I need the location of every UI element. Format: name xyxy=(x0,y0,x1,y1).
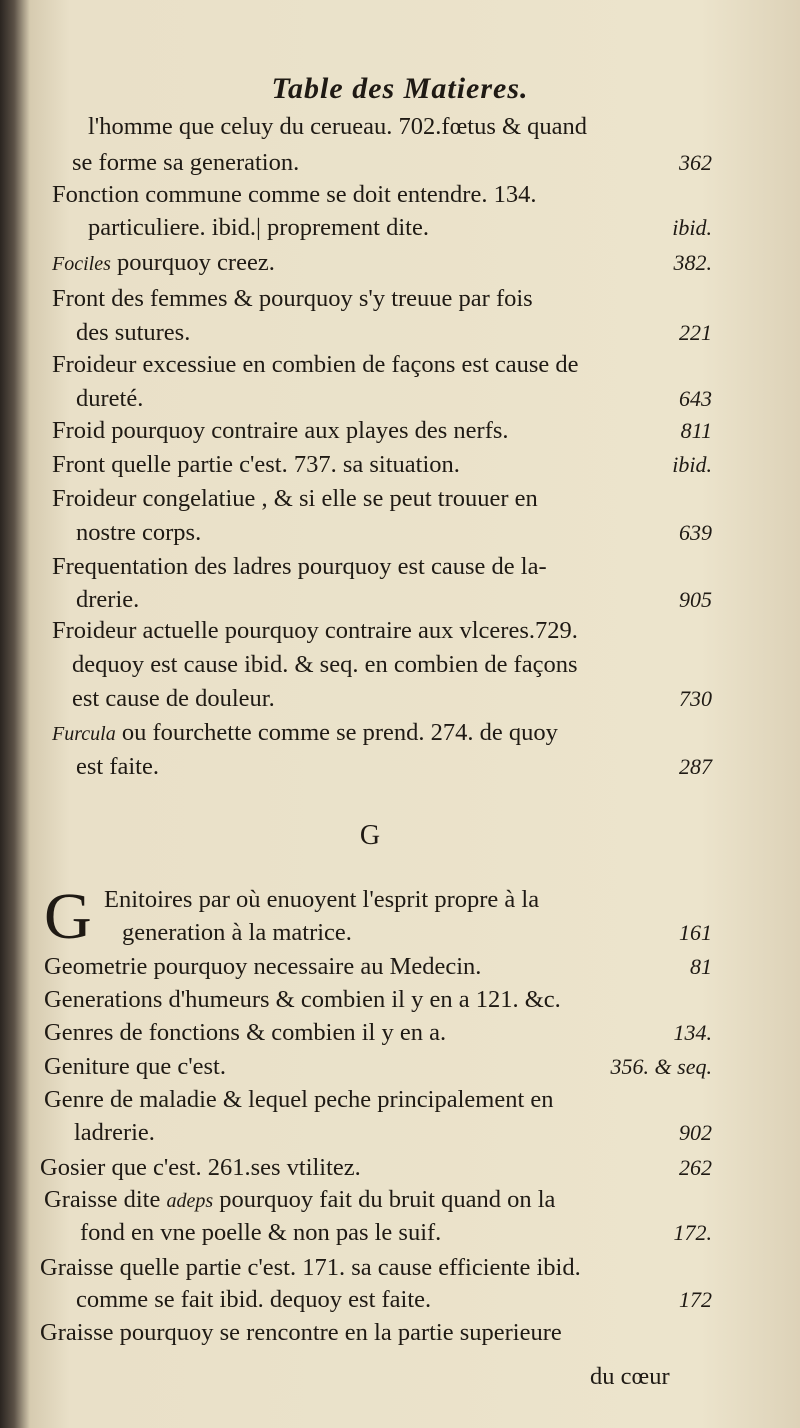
index-line xyxy=(74,1118,155,1148)
line-text: drerie. xyxy=(76,586,140,613)
index-line xyxy=(76,518,201,548)
index-line xyxy=(80,1218,441,1248)
line-text: est cause de douleur. xyxy=(72,685,275,712)
index-line xyxy=(72,684,275,714)
line-text: Geometrie pourquoy necessaire au Medecin. xyxy=(44,953,482,980)
page-number: 287 xyxy=(679,754,712,779)
index-line xyxy=(44,1018,446,1048)
line-text: ladrerie. xyxy=(74,1119,155,1146)
line-text: Froideur actuelle pourquoy contraire aux vlceres.729. xyxy=(52,617,578,644)
page-number: 161 xyxy=(679,920,712,945)
line-text: dureté. xyxy=(76,385,144,412)
index-line xyxy=(44,1085,554,1115)
line-text: ou fourchette comme se prend. 274. de quoy xyxy=(115,719,558,746)
line-text: dequoy est cause ibid. & seq. en combien de façons xyxy=(72,651,578,678)
index-line xyxy=(52,718,558,749)
line-text: Generations d'humeurs & combien il y en a 121. &c. xyxy=(44,986,561,1013)
page-number: 356. & seq. xyxy=(610,1054,712,1079)
page-number: 172. xyxy=(673,1220,712,1245)
index-line xyxy=(122,918,352,948)
index-line xyxy=(72,650,578,680)
line-text: du cœur xyxy=(590,1363,670,1390)
line-text: Froid pourquoy contraire aux playes des nerfs. xyxy=(52,417,509,444)
index-line xyxy=(40,1253,581,1283)
index-line xyxy=(52,450,460,480)
page-number: 730 xyxy=(679,686,712,711)
line-text: particuliere. ibid.| proprement dite. xyxy=(88,214,429,241)
section-letter: G xyxy=(359,820,381,851)
line-text: pourquoy creez. xyxy=(110,249,275,276)
line-text: est faite. xyxy=(76,753,159,780)
page-number: 362 xyxy=(679,150,712,175)
page-number: 902 xyxy=(679,1120,712,1145)
line-text: Fonction commune comme se doit entendre. 134. xyxy=(52,181,537,208)
index-line xyxy=(44,1052,226,1082)
page-number: 643 xyxy=(679,386,712,411)
page-number: 134. xyxy=(673,1020,712,1045)
italic-term: adeps xyxy=(166,1190,214,1212)
index-line xyxy=(52,416,509,446)
line-text: Gosier que c'est. 261.ses vtilitez. xyxy=(40,1154,361,1181)
index-line xyxy=(88,112,587,142)
line-text: Froideur congelatiue , & si elle se peut trouuer en xyxy=(52,485,538,512)
page-number: 382. xyxy=(673,250,712,275)
index-line xyxy=(88,213,429,243)
page-number: 221 xyxy=(679,320,712,345)
line-text: nostre corps. xyxy=(76,519,202,546)
running-header: Table des Matieres. xyxy=(271,72,529,105)
index-line xyxy=(40,1153,361,1183)
line-text: comme se fait ibid. dequoy est faite. xyxy=(76,1286,432,1313)
index-line xyxy=(40,1318,562,1348)
index-line xyxy=(52,350,579,380)
line-text: Front des femmes & pourquoy s'y treuue par fois xyxy=(52,285,533,312)
index-line xyxy=(72,148,299,178)
line-text: des sutures. xyxy=(76,319,191,346)
line-text: fond en vne poelle & non pas le suif. xyxy=(80,1219,442,1246)
page-number: 262 xyxy=(679,1155,712,1180)
page-number: 172 xyxy=(679,1287,712,1312)
index-line xyxy=(104,885,539,915)
page-number: ibid. xyxy=(672,215,712,240)
index-line xyxy=(52,484,538,514)
index-line xyxy=(52,248,275,279)
line-text: generation à la matrice. xyxy=(122,919,352,946)
index-line xyxy=(590,1362,670,1392)
index-line xyxy=(44,952,481,982)
italic-term: Furcula xyxy=(52,723,116,745)
drop-cap: G xyxy=(44,880,92,953)
index-line xyxy=(52,552,547,582)
index-line xyxy=(76,1285,431,1315)
line-text: Genre de maladie & lequel peche principalement en xyxy=(44,1086,554,1113)
index-line xyxy=(44,1185,555,1216)
line-text: Graisse pourquoy se rencontre en la partie superieure xyxy=(40,1319,562,1346)
italic-term: Fociles xyxy=(52,253,111,275)
index-line xyxy=(76,752,159,782)
line-text: Graisse dite xyxy=(44,1186,167,1213)
index-line xyxy=(76,585,139,615)
line-text: Geniture que c'est. xyxy=(44,1053,226,1080)
page-number: 811 xyxy=(680,418,712,443)
index-line xyxy=(76,318,190,348)
line-text: se forme sa generation. xyxy=(72,149,300,176)
page-number: ibid. xyxy=(672,452,712,477)
index-line xyxy=(44,985,561,1015)
line-text: Froideur excessiue en combien de façons est cause de xyxy=(52,351,579,378)
line-text: pourquoy fait du bruit quand on la xyxy=(213,1186,556,1213)
index-line xyxy=(52,284,533,314)
page-number: 905 xyxy=(679,587,712,612)
line-text: Enitoires par où enuoyent l'esprit propre à la xyxy=(104,886,540,913)
index-line xyxy=(76,384,143,414)
page-number: 81 xyxy=(690,954,712,979)
line-text: Frequentation des ladres pourquoy est cause de la- xyxy=(52,553,547,580)
page-number: 639 xyxy=(679,520,712,545)
line-text: Front quelle partie c'est. 737. sa situation. xyxy=(52,451,460,478)
line-text: Genres de fonctions & combien il y en a. xyxy=(44,1019,447,1046)
line-text: Graisse quelle partie c'est. 171. sa cause efficiente ibid. xyxy=(40,1254,581,1281)
line-text: l'homme que celuy du cerueau. 702.fœtus & quand xyxy=(88,113,588,140)
index-line xyxy=(52,616,578,646)
index-line xyxy=(52,180,536,210)
